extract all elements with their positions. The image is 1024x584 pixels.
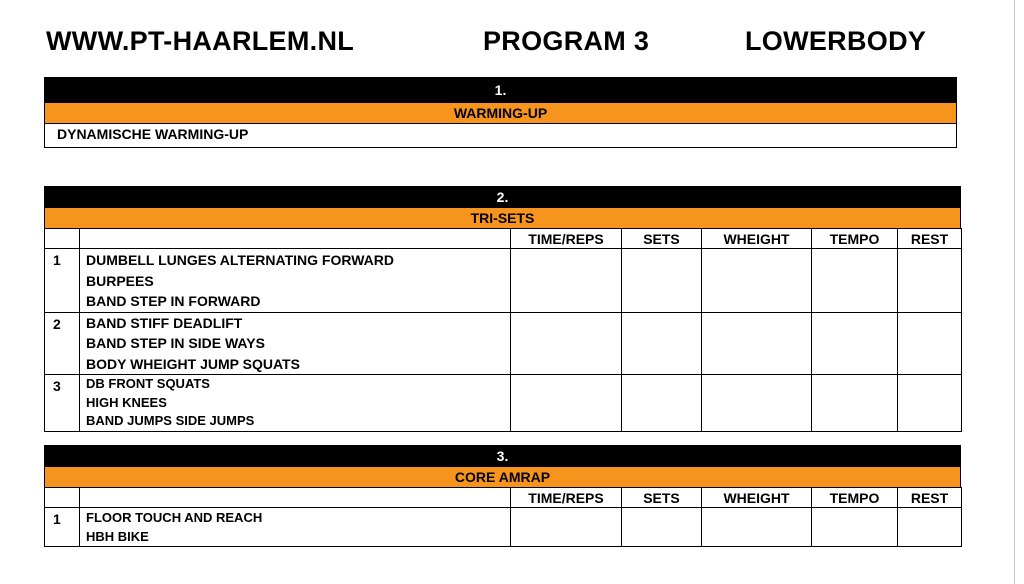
section-title: WARMING-UP: [44, 103, 957, 124]
exercise-item: FLOOR TOUCH AND REACH: [86, 510, 263, 525]
exercise-item: HBH BIKE: [86, 528, 149, 544]
section-number: 1.: [44, 77, 957, 103]
section-core-amrap: [44, 445, 961, 547]
col-rest: REST: [898, 229, 962, 249]
time-reps-cell[interactable]: [511, 375, 622, 432]
time-reps-cell[interactable]: [511, 312, 622, 375]
col-time-reps: TIME/REPS: [511, 488, 622, 508]
rest-cell[interactable]: [898, 375, 962, 432]
exercise-list: [80, 375, 511, 432]
row-index: 3: [45, 375, 80, 432]
col-tempo: TEMPO: [812, 488, 898, 508]
exercise-item: BAND STIFF DEADLIFT: [86, 314, 243, 331]
section-warming-up: [44, 77, 957, 148]
tri-sets-table: [44, 228, 962, 432]
exercise-header: [80, 488, 511, 508]
col-weight: WHEIGHT: [702, 229, 812, 249]
section-tri-sets: [44, 186, 961, 432]
row-index: 2: [45, 312, 80, 375]
tempo-cell[interactable]: [812, 508, 898, 547]
warmup-exercise: DYNAMISCHE WARMING-UP: [57, 126, 249, 142]
exercise-header: [80, 229, 511, 249]
program-title: PROGRAM 3: [483, 26, 650, 56]
exercise-item: BAND STEP IN FORWARD: [86, 293, 261, 309]
table-header-row: [45, 488, 962, 508]
exercise-item: BURPEES: [86, 272, 154, 289]
row-index: 1: [45, 508, 80, 547]
weight-cell[interactable]: [702, 312, 812, 375]
index-header: [45, 488, 80, 508]
program-focus: LOWERBODY: [745, 26, 927, 56]
exercise-list: [80, 312, 511, 375]
section-title: TRI-SETS: [44, 208, 961, 229]
weight-cell[interactable]: [702, 249, 812, 313]
exercise-item: BODY WHEIGHT JUMP SQUATS: [86, 355, 300, 372]
exercise-item: BAND JUMPS SIDE JUMPS: [86, 413, 255, 428]
exercise-item: BAND STEP IN SIDE WAYS: [86, 335, 265, 351]
sets-cell[interactable]: [622, 375, 702, 432]
core-amrap-table: [44, 487, 962, 547]
exercise-item: DUMBELL LUNGES ALTERNATING FORWARD: [86, 252, 394, 268]
sets-cell[interactable]: [622, 249, 702, 313]
exercise-item: HIGH KNEES: [86, 394, 167, 410]
section-number: 2.: [44, 186, 961, 208]
sets-cell[interactable]: [622, 508, 702, 547]
time-reps-cell[interactable]: [511, 508, 622, 547]
col-time-reps: TIME/REPS: [511, 229, 622, 249]
rest-cell[interactable]: [898, 249, 962, 313]
tempo-cell[interactable]: [812, 375, 898, 432]
row-index: 1: [45, 249, 80, 313]
tempo-cell[interactable]: [812, 249, 898, 313]
col-tempo: TEMPO: [812, 229, 898, 249]
exercise-list: [80, 508, 511, 547]
table-row: [45, 249, 962, 313]
sets-cell[interactable]: [622, 312, 702, 375]
table-row: [45, 508, 962, 547]
page-header: [0, 26, 1000, 62]
weight-cell[interactable]: [702, 375, 812, 432]
section-number: 3.: [44, 445, 961, 467]
col-weight: WHEIGHT: [702, 488, 812, 508]
col-sets: SETS: [622, 488, 702, 508]
warmup-row: [44, 124, 957, 148]
table-row: [45, 312, 962, 375]
weight-cell[interactable]: [702, 508, 812, 547]
tempo-cell[interactable]: [812, 312, 898, 375]
rest-cell[interactable]: [898, 312, 962, 375]
col-sets: SETS: [622, 229, 702, 249]
rest-cell[interactable]: [898, 508, 962, 547]
table-row: [45, 375, 962, 432]
table-header-row: [45, 229, 962, 249]
index-header: [45, 229, 80, 249]
col-rest: REST: [898, 488, 962, 508]
page-edge: [1014, 0, 1015, 584]
site-url: WWW.PT-HAARLEM.NL: [46, 26, 355, 56]
time-reps-cell[interactable]: [511, 249, 622, 313]
exercise-item: DB FRONT SQUATS: [86, 376, 210, 391]
exercise-list: [80, 249, 511, 313]
section-title: CORE AMRAP: [44, 467, 961, 488]
